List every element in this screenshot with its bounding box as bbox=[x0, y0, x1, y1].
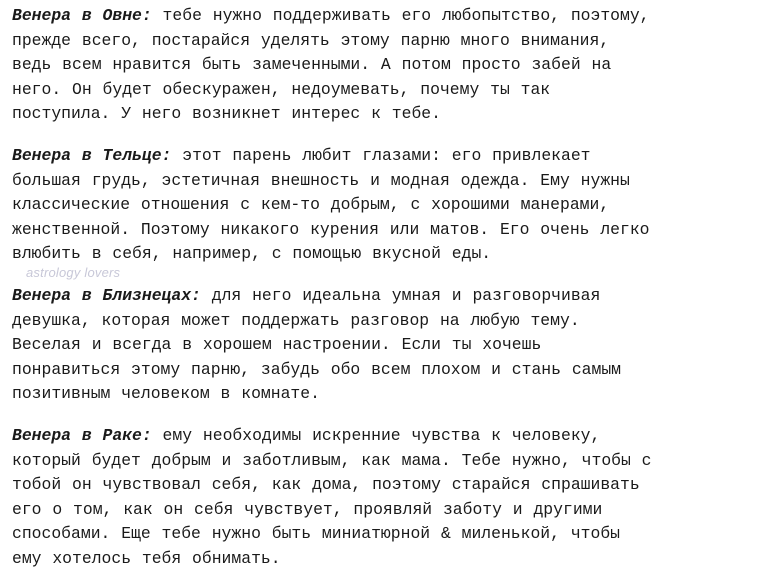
paragraph-venus-taurus bbox=[12, 144, 772, 267]
sign-heading: Венера в Близнецах: bbox=[12, 285, 201, 305]
paragraph-venus-aries bbox=[12, 4, 772, 127]
paragraph-venus-cancer bbox=[12, 424, 772, 572]
paragraph-text: для него идеальна умная и разговорчивая девушка, которая может поддержать разговор на любую тему. Веселая и всегда в хорошем настроении. Если ты хочешь понравиться этому парню, забудь обо всем плохом и стань самым позитивным человеком в комнате. bbox=[12, 285, 621, 404]
paragraph-text: этот парень любит глазами: его привлекает большая грудь, эстетичная внешность и модная одежда. Ему нужны классические отношения с кем-то добрым, с хорошими манерами, женственной. Поэтому никакого курения или матов. Его очень легко влюбить в себя, например, с помощью вкусной еды. bbox=[12, 145, 650, 264]
document-body bbox=[12, 4, 772, 588]
paragraph-venus-gemini bbox=[12, 284, 772, 407]
watermark: astrology lovers bbox=[26, 265, 121, 280]
paragraph-text: тебе нужно поддерживать его любопытство, поэтому, прежде всего, постарайся уделять этому парню много внимания, ведь всем нравится быть замеченными. А потом просто забей на него. Он будет обескуражен, недоумевать, почему ты так поступила. У него возникнет интерес к тебе. bbox=[12, 6, 650, 124]
sign-heading: Венера в Тельце: bbox=[12, 145, 172, 165]
sign-heading: Венера в Раке: bbox=[12, 425, 152, 445]
sign-heading: Венера в Овне: bbox=[12, 6, 152, 25]
paragraph-text: ему необходимы искренние чувства к человеку, который будет добрым и заботливым, как мама. Тебе нужно, чтобы с тобой он чувствовал себя, как дома, поэтому старайся спрашивать его о том, как он себя чувствует, проявляй заботу и другими способами. Еще тебе нужно быть миниатюрной & миленькой, чтобы ему хотелось тебя обнимать. bbox=[12, 425, 652, 568]
